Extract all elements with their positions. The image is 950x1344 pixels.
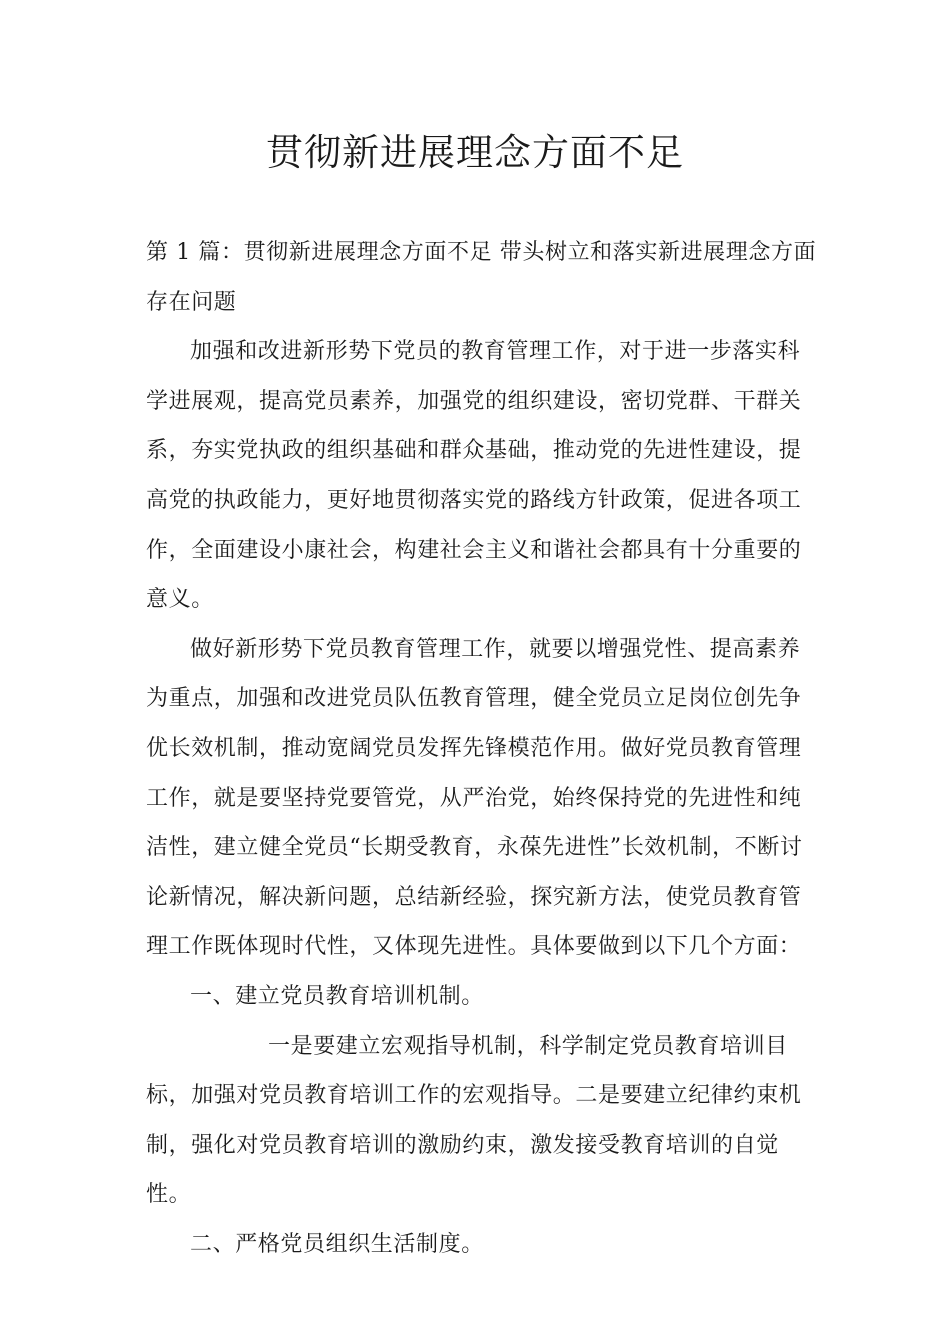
paragraph-intro: 加强和改进新形势下党员的教育管理工作，对于进一步落实科学进展观，提高党员素养，加强党的组织建设，密切党群、干群关系，夯实党执政的组织基础和群众基础，推动党的先进性建设，提高党的执政能力，更好地贯彻落实党的路线方针政策，促进各项工作，全面建设小康社会，构建社会主义和谐社会都具有十分重要的意义。 — [146, 339, 802, 613]
section-heading-1: 一、建立党员教育培训机制。 — [190, 983, 484, 1009]
article-subtitle: 第 1 篇：贯彻新进展理念方面不足 带头树立和落实新进展理念方面存在问题 — [146, 240, 817, 315]
document-body — [146, 228, 818, 1269]
document-title: 贯彻新进展理念方面不足 — [266, 131, 684, 174]
section-heading-2: 二、严格党员组织生活制度。 — [190, 1231, 484, 1257]
paragraph-requirements: 做好新形势下党员教育管理工作，就要以增强党性、提高素养为重点，加强和改进党员队伍教育管理，健全党员立足岗位创先争优长效机制，推动宽阔党员发挥先锋模范作用。做好党员教育管理工作，就是要坚持党要管党，从严治党，始终保持党的先进性和纯洁性，建立健全党员“长期受教育，永葆先进性”长效机制，不断讨论新情况，解决新问题，总结新经验，探究新方法，使党员教育管理工作既体现时代性，又体现先进性。具体要做到以下几个方面： — [146, 636, 803, 960]
section-1-text: 一是要建立宏观指导机制，科学制定党员教育培训目标，加强对党员教育培训工作的宏观指导。二是要建立纪律约束机制，强化对党员教育培训的激励约束，激发接受教育培训的自觉性。 — [146, 1033, 802, 1208]
